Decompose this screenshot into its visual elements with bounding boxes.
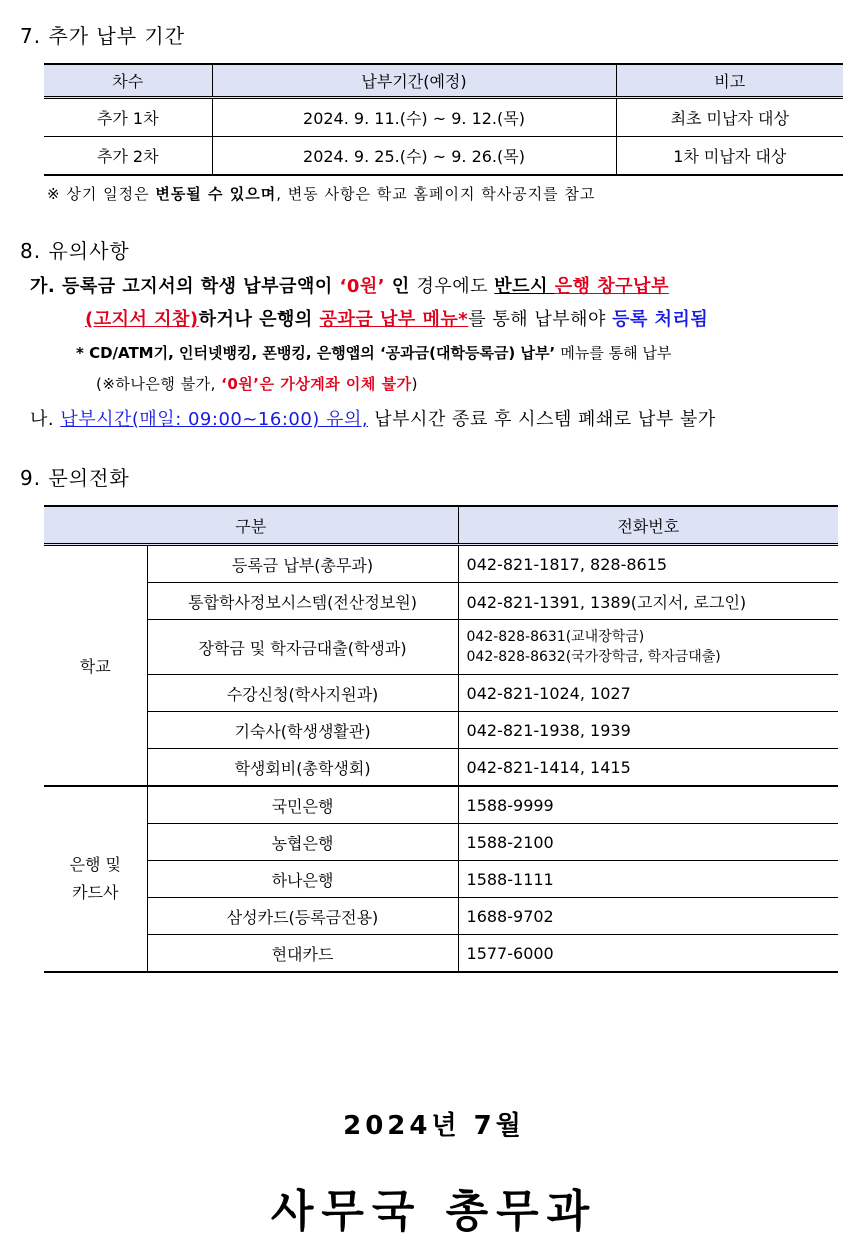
group-label-line: 카드사 (72, 883, 119, 902)
table-row (44, 137, 843, 176)
period-cell: 2024. 9. 25.(수) ~ 9. 26.(목) (212, 137, 616, 176)
group-bank-card (44, 786, 147, 972)
contact-name: 현대카드 (147, 935, 458, 973)
contact-phone: 042-821-1024, 1027 (458, 675, 838, 712)
group-label-line: 은행 및 (69, 855, 121, 874)
section-9-title: 9. 문의전화 (20, 466, 130, 490)
contact-phone: 1577-6000 (458, 935, 838, 973)
contact-name: 장학금 및 학자금대출(학생과) (147, 620, 458, 675)
issuing-department: 사무국 총무과 (270, 1186, 598, 1237)
table-row (44, 749, 838, 787)
round-cell: 추가 1차 (44, 98, 212, 137)
contact-phone: 042-821-1391, 1389(고지서, 로그인) (458, 583, 838, 620)
contact-phone: 042-821-1817, 828-8615 (458, 545, 838, 583)
contact-name: 국민은행 (147, 786, 458, 824)
table-row (44, 545, 838, 583)
notice-na-line: 나. 납부시간(매일: 09:00~16:00) 유의, 납부시간 종료 후 시스템 폐쇄로 납부 불가 (30, 409, 716, 430)
round-cell: 추가 2차 (44, 137, 212, 176)
contact-name: 통합학사정보시스템(전산정보원) (147, 583, 458, 620)
table-row (44, 935, 838, 973)
notice-ga-line-1: 가. 등록금 고지서의 학생 납부금액이 ‘0원’ 인 경우에도 반드시 은행 창구납부 (30, 276, 669, 297)
remarks-cell: 최초 미납자 대상 (616, 98, 843, 137)
contact-name: 등록금 납부(총무과) (147, 545, 458, 583)
contact-phone: 1588-9999 (458, 786, 838, 824)
contact-name: 수강신청(학사지원과) (147, 675, 458, 712)
table-header-row (44, 64, 843, 98)
table-row (44, 786, 838, 824)
table-row (44, 824, 838, 861)
contact-phone (458, 620, 838, 675)
section-8-title: 8. 유의사항 (20, 239, 130, 263)
contact-name: 기숙사(학생생활관) (147, 712, 458, 749)
contact-phone: 1688-9702 (458, 898, 838, 935)
header-round: 차수 (44, 64, 212, 98)
contact-name: 학생회비(총학생회) (147, 749, 458, 787)
table-row (44, 898, 838, 935)
phone-line: 042-828-8632(국가장학금, 학자금대출) (466, 649, 721, 665)
period-cell: 2024. 9. 11.(수) ~ 9. 12.(목) (212, 98, 616, 137)
additional-payment-schedule-table (44, 63, 843, 176)
table-row (44, 861, 838, 898)
header-payment-period: 납부기간(예정) (212, 64, 616, 98)
contact-table (44, 505, 838, 973)
table-row (44, 675, 838, 712)
table-row (44, 620, 838, 675)
contact-phone: 1588-2100 (458, 824, 838, 861)
schedule-change-note: ※ 상기 일정은 변동될 수 있으며, 변동 사항은 학교 홈페이지 학사공지를 참고 (47, 185, 596, 203)
header-remarks: 비고 (616, 64, 843, 98)
phone-line: 042-828-8631(교내장학금) (466, 629, 645, 645)
contact-phone: 1588-1111 (458, 861, 838, 898)
group-school: 학교 (44, 545, 147, 787)
table-row (44, 712, 838, 749)
table-row (44, 583, 838, 620)
table-header-row (44, 506, 838, 545)
contact-phone: 042-821-1414, 1415 (458, 749, 838, 787)
issue-date: 2024년 7월 (343, 1111, 525, 1141)
section-7-title: 7. 추가 납부 기간 (20, 24, 186, 48)
notice-ga-line-2: (고지서 지참)하거나 은행의 공과금 납부 메뉴*를 통해 납부해야 등록 처리됨 (85, 309, 709, 330)
contact-name: 하나은행 (147, 861, 458, 898)
header-category: 구분 (44, 506, 458, 545)
remarks-cell: 1차 미납자 대상 (616, 137, 843, 176)
table-row (44, 98, 843, 137)
notice-star-line-2: (※하나은행 불가, ‘0원’은 가상계좌 이체 불가) (96, 375, 418, 393)
contact-name: 삼성카드(등록금전용) (147, 898, 458, 935)
contact-phone: 042-821-1938, 1939 (458, 712, 838, 749)
contact-name: 농협은행 (147, 824, 458, 861)
notice-star-line-1: * CD/ATM기, 인터넷뱅킹, 폰뱅킹, 은행앱의 ‘공과금(대학등록금) 납부’ 메뉴를 통해 납부 (76, 344, 672, 362)
header-phone: 전화번호 (458, 506, 838, 545)
